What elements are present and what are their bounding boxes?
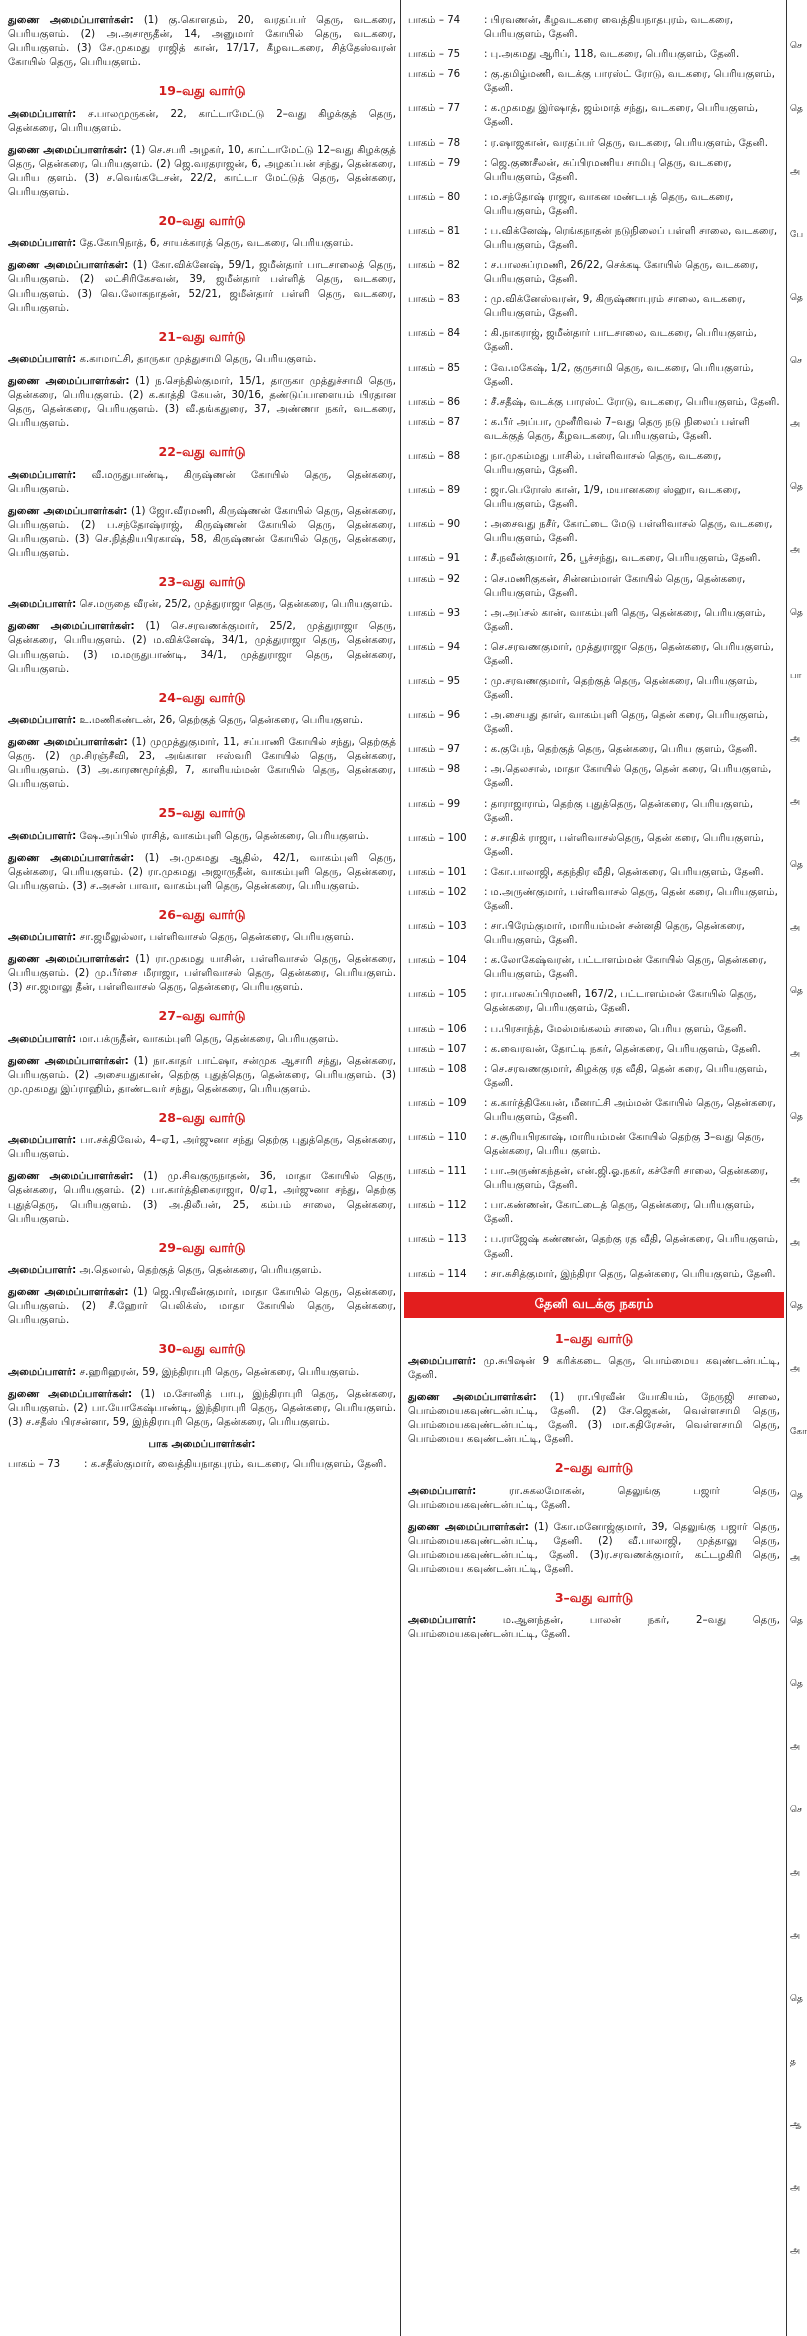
paga-text: : ப.ராஜேஷ் கண்ணன், தெற்கு ரத வீதி, தென்கரை, பெரியகுளம், தேனி. xyxy=(484,1234,779,1260)
organizer-label: அமைப்பாளர்: xyxy=(8,714,77,726)
edge-fragment: அ xyxy=(790,2183,801,2193)
organizer-label: அமைப்பாளர்: xyxy=(8,1135,77,1147)
deputy-paragraph xyxy=(8,620,396,676)
paga-text: : ச.பாலசுப்ரமணி, 26/22, செக்கடி கோயில் தெரு, வடகரை, பெரியகுளம், தேனி. xyxy=(484,260,759,286)
edge-fragment: அ xyxy=(790,545,801,555)
organizer-label: அமைப்பாளர்: xyxy=(408,1355,477,1367)
ward-heading: 1–வது வார்டு xyxy=(554,1330,634,1346)
paga-label: பாகம் – 114 xyxy=(408,1268,467,1280)
paga-text: : தாராஜாராம், தெற்கு புதுத்தெரு, தென்கரை, பெரியகுளம், தேனி. xyxy=(484,798,754,824)
deputy-text: (1) ஜோ.வீரமணி, கிருஷ்ணன் கோயில் தெரு, தென்கரை, பெரியகுளம். (2) ப.சந்தோஷ்ராஜ், கிருஷ்ணன் கோயில் தெரு, தென்கரை, பெரியகுளம். (3) செ.நித்தியபிரகாஷ், 58, கிருஷ்ணன் கோயில் தெரு, தென்கரை, பெரியகுளம். xyxy=(8,505,396,559)
paga-label: பாகம் – 76 xyxy=(408,69,461,81)
paga-text: : செ.மணிகுகன், சின்னம்மாள் கோயில் தெரு, தென்கரை, பெரியகுளம், தேனி. xyxy=(484,573,746,599)
paga-label: பாகம் – 100 xyxy=(408,832,467,844)
edge-fragment: தெ xyxy=(790,482,803,492)
organizer-paragraph xyxy=(8,598,396,612)
edge-fragment: ஆ xyxy=(790,2120,802,2130)
paga-text: : சீ.சதீஷ், வடக்கு பாரஸ்ட் ரோடு, வடகரை, பெரியகுளம், தேனி. xyxy=(484,396,780,408)
deputy-text: (1) செ.சபரி அழகர், 10, காட்டாமேட்டு 12–வது கிழக்குத் தெரு, தென்கரை, பெரியகுளம். (2) ஜெ.வரதராஜன், 6, அழகப்பன் சந்து, தென்கரை, பெரிய குளம். (3) ச.வெங்கடேசன், 22/2, காட்டா மேட்டுத் தெரு, தென்கரை, பெரியகுளம். xyxy=(8,144,396,198)
deputy-text: (1) முமுத்துகுமார், 11, சப்பாணி கோயில் சந்து, தெற்குத் தெரு. (2) மு.சிரஞ்சீவி, 23, அங்காள ஈஸ்வரி கோயில் தெரு, தென்கரை, பெரியகுளம். (3) அ.காரணமூர்த்தி, 7, காளியம்மன் கோயில் தெரு, தென்கரை, பெரியகுளம். xyxy=(8,737,396,791)
edge-fragment: கோ xyxy=(790,1427,807,1437)
organizer-text: பா.சக்திவேல், 4–ஏ1, அர்ஜுனா சந்து தெற்கு புதுத்தெரு, தென்கரை, பெரியகுளம். xyxy=(8,1135,396,1161)
edge-fragment: அ xyxy=(790,1049,801,1059)
paga-text: : கோ.பாலாஜி, கதந்திர வீதி, தென்கரை, பெரியகுளம், தேனி. xyxy=(484,866,764,878)
organizer-text: ஷே.அப்பில் ராசித், வாகம்புளி தெரு, தென்கரை, பெரியகுளம். xyxy=(76,830,369,842)
edge-fragment: அ xyxy=(790,1238,801,1248)
paga-label: பாகம் – 93 xyxy=(408,607,461,619)
organizer-text: செ.மருதை வீரன், 25/2, முத்துராஜா தெரு, தென்கரை, பெரியகுளம். xyxy=(76,599,393,611)
paga-row xyxy=(408,362,780,390)
paga-label: பாகம் – 89 xyxy=(408,485,461,497)
paga-text: : சீ.நவீன்குமார், 26, பூச்சந்து, வடகரை, பெரியகுளம், தேனி. xyxy=(484,553,761,565)
column-3-edge xyxy=(790,0,807,2336)
ward-heading: 21–வது வார்டு xyxy=(158,328,246,344)
deputy-paragraph xyxy=(8,375,396,431)
ward-heading: 26–வது வார்டு xyxy=(158,906,246,922)
ward-heading: 28–வது வார்டு xyxy=(158,1110,246,1125)
organizer-paragraph xyxy=(8,1033,396,1047)
edge-fragment: தெ xyxy=(790,1616,803,1626)
paga-row xyxy=(408,137,780,151)
column-1 xyxy=(8,14,396,1478)
organizer-paragraph xyxy=(8,353,396,367)
edge-fragment: தெ xyxy=(790,1679,803,1689)
paga-row: பாகம் – 73 : க.சதீஸ்குமார், வைத்தியநாதபுரம், வடகரை, பெரியகுளம், தேனி. xyxy=(8,1458,387,1470)
deputy-paragraph xyxy=(8,736,396,792)
deputy-paragraph xyxy=(8,505,396,561)
paga-row xyxy=(408,886,780,914)
deputy-text: (1) ந.செந்தில்குமார், 15/1, தாருகா முத்துச்சாமி தெரு, தென்கரை, பெரியகுளம். (2) க.காத்தி கேயன், 30/16, தண்டுப்பாளையம் பிரதான தெரு, தென்கரை, பெரியகுளம். (3) வீ.தங்கதுரை, 37, அண்ணா நகர், வடகரை, பெரியகுளம். xyxy=(8,376,396,430)
paga-row xyxy=(408,327,780,355)
paga-row xyxy=(408,518,780,546)
paga-text: : நா.முகம்மது பாசில், பள்ளிவாசல் தெரு, வடகரை, பெரியகுளம், தேனி. xyxy=(484,450,722,477)
paga-row xyxy=(408,763,780,791)
organizer-paragraph xyxy=(8,1366,396,1380)
organizer-text: அ.தெலால், தெற்குத் தெரு, தென்கரை, பெரியகுளம். xyxy=(76,1264,322,1276)
edge-fragment: அ xyxy=(790,1364,801,1374)
edge-fragment: தெ xyxy=(790,1994,803,2004)
ward-heading: 29–வது வார்டு xyxy=(158,1239,246,1255)
paga-text: : சா.பிரேம்குமார், மாரியம்மன் சன்னதி தெரு, தென்கரை, பெரியகுளம், தேனி. xyxy=(484,921,745,947)
paga-row xyxy=(408,743,780,757)
paga-text: : ம.சந்தோஷ் ராஜா, வாகன மண்டபத் தெரு, வடகரை, பெரியகுளம், தேனி. xyxy=(484,191,734,217)
ward-heading: 19–வது வார்டு xyxy=(158,83,246,99)
paga-text: : அ.தெலசால், மாதா கோயில் தெரு, தென் கரை, பெரியகுளம், தேனி. xyxy=(484,764,772,790)
ward-heading: 2–வது வார்டு xyxy=(554,1460,634,1476)
ward-heading: 3–வது வார்டு xyxy=(554,1590,634,1606)
paga-row xyxy=(408,641,780,669)
organizer-paragraph xyxy=(8,830,396,844)
organizer-text: ரா.சுகலமோகன், தெலுங்கு பஜார் தெரு, பொம்மையகவுண்டன்பட்டி, தேனி. xyxy=(408,1485,780,1511)
organizer-text: வீ.மருதுபாண்டி, கிருஷ்ணன் கோயில் தெரு, தென்கரை, பெரியகுளம். xyxy=(8,469,396,495)
organizer-paragraph xyxy=(8,714,396,728)
paga-label: பாகம் – 92 xyxy=(408,573,461,585)
paga-text: : அ.சையது தாள், வாகம்புளி தெரு, தென் கரை, பெரியகுளம், தேனி. xyxy=(484,710,769,736)
paga-text: : பிரவணன், கீழவடகரை வைத்தியநாதபுரம், வடகரை, பெரியகுளம், தேனி. xyxy=(484,15,734,41)
ward-heading: 30–வது வார்டு xyxy=(158,1341,246,1357)
deputy-label: துணை அமைப்பாளர்கள்: xyxy=(8,954,130,966)
edge-fragment: தெ xyxy=(790,986,803,996)
paga-row xyxy=(408,552,780,566)
deputy-label: துணை அமைப்பாளர்கள்: xyxy=(8,376,130,387)
organizer-text: ச.பாலமுருகன், 22, காட்டாமேட்டு 2–வது கிழக்குத் தெரு, தென்கரை, பெரியகுளம். xyxy=(8,108,396,134)
paga-text: : க.லோகேஷ்வரன், பட்டாளம்மன் கோயில் தெரு, தென்கரை, பெரியகுளம், தேனி. xyxy=(484,955,767,981)
deputy-text: (1) ம.சோனித் பாபு, இந்திராபுரி தெரு, தென்கரை, பெரியகுளம். (2) பா.யோகேஷ்பாண்டி, இந்திராபுரி தெரு, தென்கரை, பெரியகுளம். (3) ச.சதீஸ் பிரசன்னா, 59, இந்திராபுரி தெரு, தென்கரை, பெரியகுளம். xyxy=(8,1388,396,1428)
paga-label: பாகம் – 110 xyxy=(408,1132,467,1143)
paga-label: பாகம் – 75 xyxy=(408,49,461,61)
edge-fragment: தெ xyxy=(790,1112,803,1122)
paga-text: : பா.கண்ணன், கோட்டைத் தெரு, தென்கரை, பெரியகுளம், தேனி. xyxy=(484,1200,755,1226)
edge-fragment: அ xyxy=(790,797,801,807)
deputy-text: (1) நா.காதர் பாட்ஷா, சன்முக ஆசாரி சந்து, தென்கரை, பெரியகுளம். (2) அசையதுகான், தெற்கு புதுத்தெரு, தென்கரை, பெரியகுளம். (3) மு.முகமது இப்ராஹிம், தாண்டவர் சந்து, தென்கரை, பெரியகுளம். xyxy=(8,1055,396,1095)
paga-label: பாகம் – 104 xyxy=(408,955,467,967)
paga-text: : க.பீர் அப்பா, முனீரிவல் 7–வது தெரு நடு நிலைப் பள்ளி வடக்குத் தெரு, கீழவடகரை, பெரியகுளம், தேனி. xyxy=(484,416,750,442)
deputy-paragraph xyxy=(8,144,396,200)
paga-list xyxy=(408,14,780,1282)
organizer-paragraph xyxy=(8,237,396,251)
organizer-label: அமைப்பாளர்: xyxy=(8,932,77,944)
organizer-text: சா.ஜமீலுல்லா, பள்ளிவாசல் தெரு, தென்கரை, பெரியகுளம். xyxy=(76,932,355,944)
deputy-text: (1) ரா.பிரவீன் யோகியம், நேருஜி சாலை, பொம்மையகவுண்டன்பட்டி, தேனி. (2) சே.ஜெகன், வெள்ளசாமி தெரு, பொம்மையகவுண்டன்பட்டி, தேனி. (3) மா.கதிரேசன், வெள்ளசாமி தெரு, பொம்மைய கவுண்டன்பட்டி, தேனி. xyxy=(408,1392,780,1446)
paga-text: : மு.சரவணகுமார், தெற்குத் தெரு, தென்கரை, பெரியகுளம், தேனி. xyxy=(484,675,758,702)
paga-row xyxy=(408,954,780,982)
paga-row xyxy=(408,48,780,62)
paga-label: பாகம் – 101 xyxy=(408,866,467,878)
organizer-text: ச.ஹரிஹரன், 59, இந்திராபுரி தெரு, தென்கரை, பெரியகுளம். xyxy=(76,1366,360,1378)
organizer-label: அமைப்பாளர்: xyxy=(8,353,77,365)
column-2 xyxy=(408,14,780,1650)
organizer-paragraph xyxy=(8,931,396,945)
organizer-label: அமைப்பாளர்: xyxy=(8,599,77,611)
paga-label: பாகம் – 97 xyxy=(408,744,461,756)
paga-label: பாகம் – 74 xyxy=(408,15,461,26)
organizer-text: தே.கோபிநாத், 6, சாயக்காரத் தெரு, வடகரை, பெரியகுளம். xyxy=(76,238,354,250)
deputy-paragraph xyxy=(408,1521,780,1577)
deputy-paragraph xyxy=(408,1391,780,1447)
edge-fragment: அ xyxy=(790,1742,801,1752)
paga-text: : க.குபேந், தெற்குத் தெரு, தென்கரை, பெரிய குளம், தேனி. xyxy=(484,744,758,756)
deputy-paragraph xyxy=(8,259,396,315)
paga-label: பாகம் – 98 xyxy=(408,764,461,776)
edge-fragment: அ xyxy=(790,419,801,429)
paga-label: பாகம் – 94 xyxy=(408,641,461,653)
paga-row xyxy=(408,607,780,635)
ward-heading: 25–வது வார்டு xyxy=(158,805,246,821)
paga-text: : பா.அருண்கந்தன், என்.ஜி.ஓ.நகர், கச்சேரி சாலை, தென்கரை, பெரியகுளம், தேனி. xyxy=(484,1166,769,1192)
organizer-paragraph xyxy=(408,1355,780,1383)
paga-row xyxy=(408,293,780,321)
paga-text: : மு.விக்னேஸ்வரன், 9, கிருஷ்ணாபுரம் சாலை, வடகரை, பெரியகுளம், தேனி. xyxy=(484,294,746,320)
edge-fragment: தெ xyxy=(790,293,803,303)
column-divider-1 xyxy=(400,0,401,2336)
paga-text: : ஜெ.குணசீலன், சுப்பிரமணிய சாமிபு தெரு, வடகரை, பெரியகுளம், தேனி. xyxy=(484,157,732,183)
ward-list-north xyxy=(408,1330,780,1643)
deputy-label: துணை அமைப்பாளர்கள்: xyxy=(8,505,128,517)
paga-row xyxy=(408,832,780,860)
edge-fragment: அ xyxy=(790,1553,801,1563)
paga-text: : ம.அருண்குமார், பள்ளிவாசல் தெரு, தென் கரை, பெரியகுளம், தேனி. xyxy=(484,886,778,912)
paga-row xyxy=(408,191,780,219)
deputy-label: துணை அமைப்பாளர்கள்: xyxy=(8,1388,133,1400)
organizer-text: மு.சுபிஷன் 9 கரிக்கடை தெரு, பொம்மைய கவுண்டன்பட்டி, தேனி. xyxy=(408,1355,780,1381)
paga-text: : ரா.பாலசுப்பிரமணி, 167/2, பட்டாளம்மன் கோயில் தெரு, தென்கரை, பெரியகுளம், தேனி. xyxy=(484,989,757,1015)
edge-fragment: தெ xyxy=(790,608,803,618)
deputy-text: (1) மு.சிவகுருநாதன், 36, மாதா கோயில் தெரு, தென்கரை, பெரியகுளம். (2) பா.கார்த்திகைராஜா, 0/ஏ1, அர்ஜுனா சந்து, தெற்கு புதுத்தெரு, பெரியகுளம். (3) அ.திலீபன், 25, கம்பம் சாலை, தென்கரை, பெரியகுளம். xyxy=(8,1171,396,1225)
paga-label: பாகம் – 82 xyxy=(408,260,461,272)
paga-label: பாகம் – 90 xyxy=(408,519,461,531)
paga-text: : ச.சூரியபிரகாஷ், மாரியம்மன் கோயில் தெற்கு 3–வது தெரு, தென்கரை, பெரிய குளம். xyxy=(484,1132,765,1158)
organizer-paragraph xyxy=(8,469,396,497)
edge-fragment: அ xyxy=(790,2246,801,2256)
paga-row xyxy=(408,416,780,444)
paga-text: : ப.பிரசாந்த், மேல்மங்கலம் சாலை, பெரிய குளம், தேனி. xyxy=(484,1023,747,1035)
paga-row xyxy=(408,1268,780,1282)
organizer-label: அமைப்பாளர்: xyxy=(8,830,77,842)
paga-label: பாகம் – 83 xyxy=(408,294,461,306)
deputy-paragraph xyxy=(8,1170,396,1226)
paga-label: பாகம் – 81 xyxy=(408,225,461,237)
paga-label: பாகம் – 78 xyxy=(408,137,461,149)
ward-list xyxy=(8,82,396,1430)
paga-label: பாகம் – 95 xyxy=(408,675,461,687)
paga-label: பாகம் – 109 xyxy=(408,1097,467,1109)
paga-row xyxy=(408,1023,780,1037)
deputy-paragraph xyxy=(8,852,396,894)
paga-text: : க.முகமது இர்ஷாத், ஜம்மாத் சந்து, வடகரை, பெரியகுளம், தேனி. xyxy=(484,103,759,129)
deputy-label: துணை அமைப்பாளர்கள்: xyxy=(408,1392,537,1404)
edge-fragment: செ xyxy=(790,356,802,366)
paga-label: பாகம் – 88 xyxy=(408,450,461,462)
paga-text: : செ.சரவணகுமார், கிழக்கு ரத வீதி, தென் கரை, பெரியகுளம், தேனி. xyxy=(484,1063,768,1089)
edge-fragment: அ xyxy=(790,923,801,933)
paga-label: பாகம் – 103 xyxy=(408,921,467,933)
organizer-label: அமைப்பாளர்: xyxy=(8,108,77,120)
paga-row xyxy=(408,450,780,478)
paga-label: பாகம் – 105 xyxy=(408,989,467,1001)
organizer-label: அமைப்பாளர்: xyxy=(408,1485,477,1497)
paga-text: : ச.சாதிக் ராஜா, பள்ளிவாசல்தெரு, தென் கரை, பெரியகுளம், தேனி. xyxy=(484,832,764,858)
paga-row xyxy=(408,1233,780,1261)
ward-heading: 22–வது வார்டு xyxy=(158,444,246,460)
edge-fragment: அ xyxy=(790,1868,801,1878)
edge-fragment: அ xyxy=(790,1931,801,1941)
edge-fragment: த xyxy=(790,2057,796,2067)
section-banner: தேனி வடக்கு நகரம் xyxy=(404,1292,784,1318)
paga-row xyxy=(408,1165,780,1193)
paga-text: : கு.தமிழ்மணி, வடக்கு பாரஸ்ட் ரோடு, வடகரை, பெரியகுளம், தேனி. xyxy=(484,69,775,95)
organizer-label: அமைப்பாளர்: xyxy=(8,1033,77,1045)
organizer-paragraph xyxy=(8,108,396,136)
paga-row xyxy=(408,920,780,948)
paga-label: பாகம் – 96 xyxy=(408,710,461,722)
organizer-label: அமைப்பாளர்: xyxy=(8,1264,77,1276)
paga-row xyxy=(408,798,780,826)
deputy-text: (1) செ.சரவணக்குமார், 25/2, முத்துராஜா தெரு, தென்கரை, பெரியகுளம். (2) ம.விக்னேஷ், 34/1, முத்துராஜா தெரு, தென்கரை, பெரியகுளம். (3) ம.மருதுபாண்டி, 34/1, முத்துராஜா தெரு, தென்கரை, பெரியகுளம். xyxy=(8,621,396,675)
paga-text: : அசைவது நசீர், கோட்டை மேடு பள்ளிவாசல் தெரு, வடகரை, பெரியகுளம், தேனி. xyxy=(484,519,773,545)
paga-text: : சா.சுசித்குமார், இந்திரா தெரு, தென்கரை, பெரியகுளம், தேனி. xyxy=(484,1268,776,1280)
paga-row xyxy=(408,866,780,880)
paga-text: : செ.சரவணகுமார், முத்துராஜா தெரு, தென்கரை, பெரியகுளம், தேனி. xyxy=(484,641,774,667)
organizer-label: அமைப்பாளர்: xyxy=(8,1366,77,1378)
organizer-paragraph xyxy=(8,1134,396,1162)
paga-row xyxy=(408,709,780,737)
paga-label: பாகம் – 86 xyxy=(408,396,461,408)
paga-row xyxy=(408,68,780,96)
deputy-paragraph xyxy=(8,1286,396,1328)
paga-text: : க.கார்த்திகேயன், மீனாட்சி அம்மன் கோயில் தெரு, தென்கரை, பெரியகுளம், தேனி. xyxy=(484,1097,776,1123)
organizer-text: ம.ஆனந்தன், பாலன் நகர், 2–வது தெரு, பொம்மையகவுண்டன்பட்டி, தேனி. xyxy=(408,1615,780,1641)
paga-row xyxy=(408,1131,780,1159)
paga-row xyxy=(408,396,780,410)
organizer-paragraph xyxy=(408,1614,780,1642)
paga-label: பாகம் – 91 xyxy=(408,553,461,565)
paga-label: பாகம் – 112 xyxy=(408,1200,467,1212)
paga-row xyxy=(408,1097,780,1125)
deputy-text: (1) கோ.விக்னேஷ், 59/1, ஜமீன்தார் பாடசாலைத் தெரு, பெரியகுளம். (2) லட்சிரிகேசவன், 39, ஜமீன்தார் பள்ளித் தெரு, வடகரை, பெரியகுளம். (3) வெ.லோகநாதன், 52/21, ஜமீன்தார் பள்ளி தெரு, வடகரை, பெரியகுளம். xyxy=(8,260,396,314)
edge-fragment: தெ xyxy=(790,104,803,114)
ward-heading: 23–வது வார்டு xyxy=(158,574,246,590)
deputy-label: துணை அமைப்பாளர்கள்: xyxy=(8,737,128,748)
organizer-text: க.காமாட்சி, தாருகா முத்துசாமி தெரு, பெரியகுளம். xyxy=(76,353,317,365)
deputy-paragraph xyxy=(8,1055,396,1097)
organizer-label: அமைப்பாளர்: xyxy=(8,469,77,481)
paga-heading: பாக அமைப்பாளர்கள்: xyxy=(148,1438,256,1450)
deputy-label: துணை அமைப்பாளர்கள்: xyxy=(8,260,129,272)
edge-fragment: தெ xyxy=(790,860,803,870)
deputy-text: (1) அ.முகமது ஆதில், 42/1, வாகம்புளி தெரு, தென்கரை, பெரியகுளம். (2) ரா.முகமது அஜாருதீன், வாகம்புளி தெரு, தென்கரை, பெரியகுளம். (3) ச.அசன் பாவா, வாகம்புளி தெரு, தென்கரை, பெரியகுளம். xyxy=(8,852,396,892)
paga-text: : கி.நாகராஜ், ஜமீன்தார் பாடசாலை, வடகரை, பெரியகுளம், தேனி. xyxy=(484,328,757,354)
paga-label: பாகம் – 108 xyxy=(408,1063,467,1075)
paga-label: பாகம் – 102 xyxy=(408,886,467,898)
paga-label: பாகம் – 79 xyxy=(408,157,461,169)
paga-row xyxy=(408,675,780,703)
ward-heading: 27–வது வார்டு xyxy=(158,1008,246,1024)
paga-text: : ப.விக்னேஷ், ரெங்கநாதன் நடுநிலைப் பள்ளி சாலை, வடகரை, பெரியகுளம், தேனி. xyxy=(484,225,778,252)
paga-row xyxy=(408,484,780,512)
paga-row xyxy=(408,259,780,287)
deputy-label: துணை அமைப்பாளர்கள்: xyxy=(8,144,128,156)
ward-heading: 20–வது வார்டு xyxy=(158,213,246,229)
paga-label: பாகம் – 111 xyxy=(408,1166,467,1178)
organizer-text: மா.பக்ருதீன், வாகம்புளி தெரு, தென்கரை, பெரியகுளம். xyxy=(76,1033,339,1045)
edge-fragment: செ xyxy=(790,1805,802,1815)
deputy-label: துணை அமைப்பாளர்கள்: xyxy=(8,1287,129,1299)
deputy-label: துணை அமைப்பாளர்கள்: xyxy=(8,1171,134,1183)
edge-fragment: தெ xyxy=(790,1301,803,1311)
deputy-label: துணை அமைப்பாளர்கள்: xyxy=(8,1055,129,1067)
deputy-text: (1) ஜெ.பிரவீன்குமார், மாதா கோயில் தெரு, தென்கரை, பெரியகுளம். (2) சீ.ஹோர் பெலிக்ஸ், மாதா கோயில் தெரு, தென்கரை, பெரியகுளம். xyxy=(8,1287,397,1327)
paga-label: பாகம் – 85 xyxy=(408,362,461,374)
paga-label: பாகம் – 80 xyxy=(408,191,461,203)
paga-label: பாகம் – 107 xyxy=(408,1043,467,1055)
organizer-paragraph xyxy=(408,1485,780,1513)
column-divider-2 xyxy=(786,0,787,2336)
edge-fragment: பா xyxy=(790,671,802,681)
paga-text: : வே.மகேஷ், 1/2, குருசாமி தெரு, வடகரை, பெரியகுளம், தேனி. xyxy=(484,362,754,388)
edge-fragment: அ xyxy=(790,167,801,177)
edge-fragment: செ xyxy=(790,41,802,51)
intro-paragraph: துணை அமைப்பாளர்கள்: (1) கு.கொளதம், 20, வரதப்பர் தெரு, வடகரை, பெரியகுளம். (2) அ.அசாரூதீன், 14, அனுமார் கோயில் தெரு, வடகரை, பெரியகுளம். (3) சே.முகமது ராஜித் கான், 17/17, கீழவடகரை, சித்தேஸ்வரன் கோயில் தெரு, பெரியகுளம். xyxy=(8,15,396,69)
paga-label: பாகம் – 106 xyxy=(408,1023,467,1035)
organizer-label: அமைப்பாளர்: xyxy=(8,238,77,250)
deputy-label: துணை அமைப்பாளர்கள்: xyxy=(408,1521,529,1533)
paga-row xyxy=(408,14,780,42)
deputy-label: துணை அமைப்பாளர்கள்: xyxy=(8,852,135,864)
deputy-text: (1) கோ.மனோஜ்குமார், 39, தெலுங்கு பஜார் தெரு, பொம்மையகவுண்டன்பட்டி, தேனி. (2) வீ.பாலாஜி, முத்தாலு தெரு, பொம்மையகவுண்டன்பட்டி, தேனி. (3)ர.சரவணக்குமார், கட்டழகிரி தெரு, பொம்மைய கவுண்டன்பட்டி, தேனி. xyxy=(408,1521,780,1575)
organizer-label: அமைப்பாளர்: xyxy=(408,1615,477,1627)
deputy-paragraph xyxy=(8,1388,396,1430)
deputy-label: துணை அமைப்பாளர்கள்: xyxy=(8,621,135,633)
paga-text: : ஜா.பெரோஸ் கான், 1/9, மயானகரை ஸ்ஹா, வடகரை, பெரியகுளம், தேனி. xyxy=(484,485,741,511)
paga-row xyxy=(408,1043,780,1057)
edge-fragment: அ xyxy=(790,1175,801,1185)
deputy-text: (1) ரா.முகமது யாசின், பள்ளிவாசல் தெரு, தென்கரை, பெரியகுளம். (2) மு.பீர்சை மீராஜா, பள்ளிவாசல் தெரு, தென்கரை, பெரியகுளம். (3) சா.ஜமாலு தீன், பள்ளிவாசல் தெரு, தென்கரை, பெரியகுளம். xyxy=(8,954,396,994)
edge-fragment: தெ xyxy=(790,1490,803,1500)
paga-label: பாகம் – 84 xyxy=(408,328,461,340)
paga-row xyxy=(408,1199,780,1227)
ward-heading: 24–வது வார்டு xyxy=(158,689,246,705)
paga-row xyxy=(408,225,780,253)
organizer-paragraph xyxy=(8,1264,396,1278)
paga-label: பாகம் – 87 xyxy=(408,416,461,428)
paga-text: : அ.அப்சல் கான், வாகம்புளி தெரு, தென்கரை, பெரியகுளம், தேனி. xyxy=(484,607,766,633)
paga-row xyxy=(408,102,780,130)
paga-text: : பு.அகமது ஆரிப், 118, வடகரை, பெரியகுளம், தேனி. xyxy=(484,49,740,61)
paga-text: : ர.ஷாஜகான், வரதப்பர் தெரு, வடகரை, பெரியகுளம், தேனி. xyxy=(484,137,768,149)
organizer-text: உ.மணிகண்டன், 26, தெற்குத் தெரு, தென்கரை, பெரியகுளம். xyxy=(76,714,364,726)
edge-fragment: அ xyxy=(790,734,801,744)
paga-row xyxy=(408,1063,780,1091)
paga-row xyxy=(408,988,780,1016)
paga-label: பாகம் – 77 xyxy=(408,103,461,115)
paga-label: பாகம் – 99 xyxy=(408,798,461,810)
paga-text: : க.வைரவன், தோட்டி நகர், தென்கரை, பெரியகுளம், தேனி. xyxy=(484,1043,761,1055)
paga-row xyxy=(408,573,780,601)
paga-label: பாகம் – 113 xyxy=(408,1234,467,1246)
edge-fragment: பே xyxy=(790,230,804,240)
paga-row xyxy=(408,157,780,185)
deputy-paragraph xyxy=(8,953,396,995)
